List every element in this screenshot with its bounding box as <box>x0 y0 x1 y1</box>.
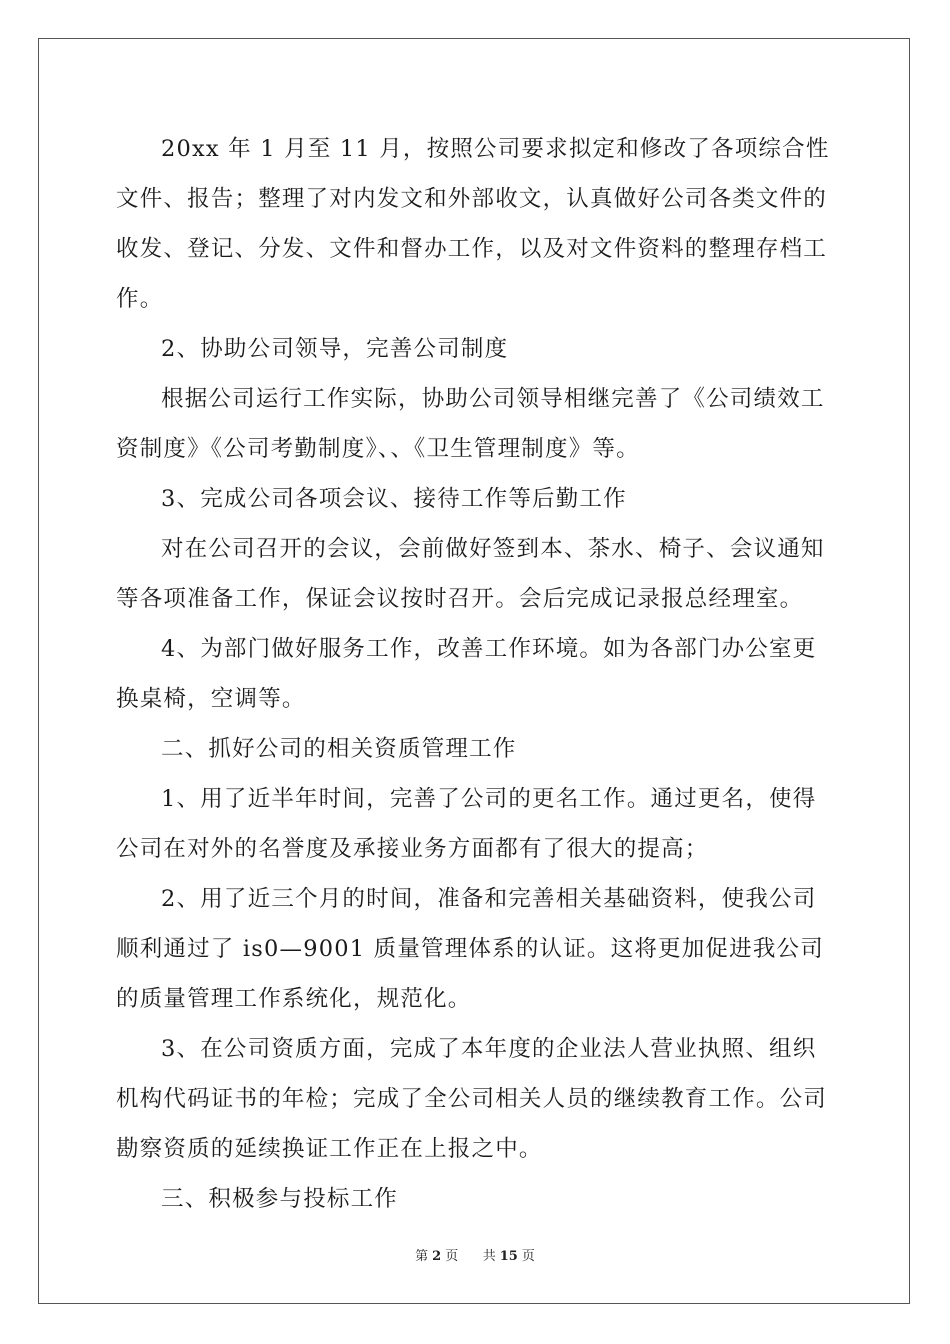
paragraph-item-2: 根据公司运行工作实际，协助公司领导相继完善了《公司绩效工资制度》《公司考勤制度》、、《卫生管理制度》等。 <box>116 386 825 462</box>
paragraph-section-2-item-1: 1、用了近半年时间，完善了公司的更名工作。通过更名，使得公司在对外的名誉度及承接业务方面都有了很大的提高； <box>116 786 817 862</box>
paragraph-item-3: 对在公司召开的会议，会前做好签到本、茶水、椅子、会议通知等各项准备工作，保证会议按时召开。会后完成记录报总经理室。 <box>116 536 825 612</box>
paragraph-section-2-item-2: 2、用了近三个月的时间，准备和完善相关基础资料，使我公司顺利通过了 is0—9001 质量管理体系的认证。这将更加促进我公司的质量管理工作系统化，规范化。 <box>116 886 824 1012</box>
document-body <box>116 124 838 1224</box>
heading-item-3: 3、完成公司各项会议、接待工作等后勤工作 <box>161 486 627 512</box>
section-heading-2: 二、抓好公司的相关资质管理工作 <box>161 736 517 762</box>
heading-item-2: 2、协助公司领导，完善公司制度 <box>161 336 509 362</box>
total-pages-label: 共 15 页 <box>482 1249 535 1264</box>
paragraph-section-2-item-3: 3、在公司资质方面，完成了本年度的企业法人营业执照、组织机构代码证书的年检；完成了全公司相关人员的继续教育工作。公司勘察资质的延续换证工作正在上报之中。 <box>116 1036 828 1162</box>
paragraph-item-4: 4、为部门做好服务工作，改善工作环境。如为各部门办公室更换桌椅，空调等。 <box>116 636 817 712</box>
section-heading-3: 三、积极参与投标工作 <box>161 1186 399 1212</box>
page-number-label: 第 2 页 <box>415 1249 459 1264</box>
page-footer <box>0 1245 950 1264</box>
paragraph-intro: 20xx 年 1 月至 11 月，按照公司要求拟定和修改了各项综合性文件、报告；整理了对内发文和外部收文，认真做好公司各类文件的收发、登记、分发、文件和督办工作，以及对文件资料的整理存档工作。 <box>116 136 830 312</box>
